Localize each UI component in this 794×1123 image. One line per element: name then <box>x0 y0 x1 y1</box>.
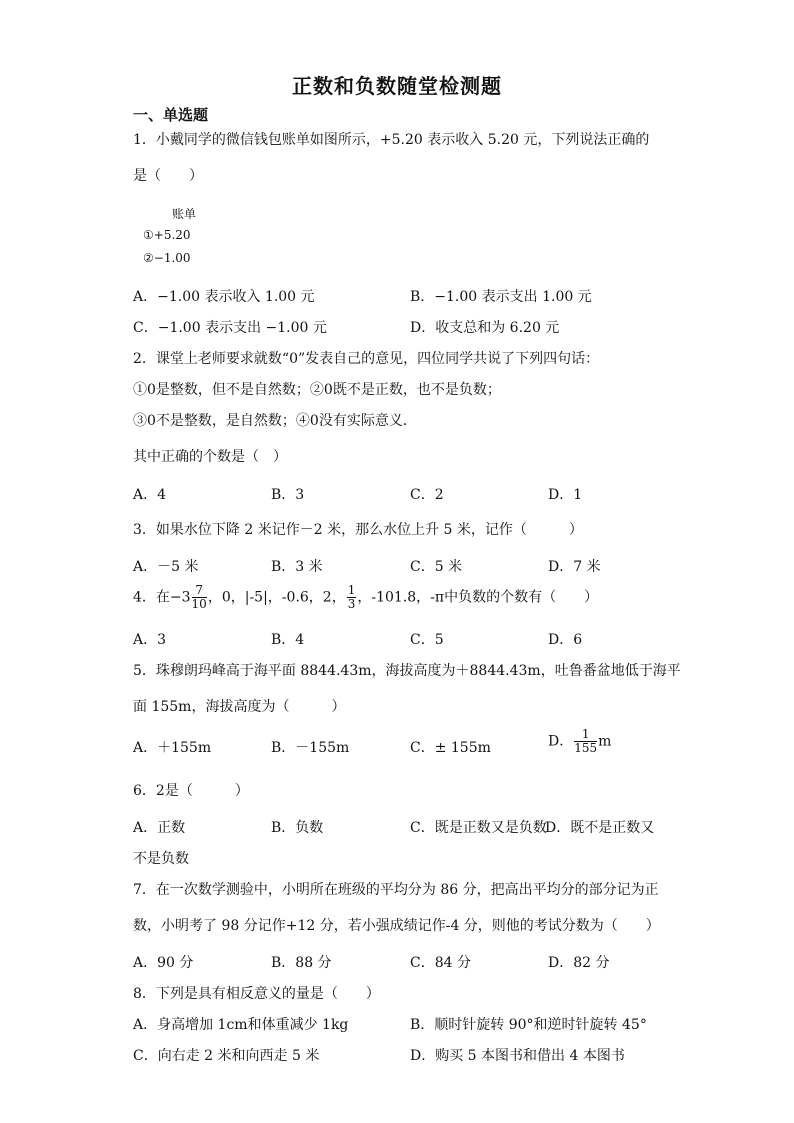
question-7-option-b[interactable]: B．88 分 <box>271 955 332 971</box>
question-3-option-d[interactable]: D．7 米 <box>548 559 601 575</box>
bill-heading: 账单 <box>172 207 197 221</box>
fraction-one-third: $\frac{1}{3}$ <box>347 583 356 611</box>
question-2-option-c[interactable]: C．2 <box>410 487 444 503</box>
question-2-option-a[interactable]: A．4 <box>133 487 167 503</box>
question-7-option-a[interactable]: A．90 分 <box>133 955 194 971</box>
question-8-option-c[interactable]: C．向右走 2 米和向西走 5 米 <box>133 1048 320 1064</box>
fraction-one-over-155: $\frac{1}{155}$ <box>574 727 598 755</box>
question-4-option-c[interactable]: C．5 <box>410 632 444 648</box>
question-2-statement-2: ③0不是整数，是自然数；④0没有实际意义． <box>133 413 417 429</box>
question-4-option-a[interactable]: A．3 <box>133 632 167 648</box>
question-6-option-b[interactable]: B．负数 <box>271 820 324 836</box>
question-7-stem-cont: 数，小明考了 98 分记作+12 分，若小强成绩记作-4 分，则他的考试分数为（ ） <box>133 918 660 934</box>
question-5-stem: 5．珠穆朗玛峰高于海平面 8844.43m，海拔高度为＋8844.43m，吐鲁番盆地低于海平 <box>133 663 681 679</box>
question-7-stem: 7．在一次数学测验中，小明所在班级的平均分为 86 分，把高出平均分的部分记为正 <box>133 882 659 898</box>
question-1-option-a[interactable]: A．−1.00 表示收入 1.00 元 <box>133 289 315 305</box>
question-2-statement-1: ①0是整数，但不是自然数；②0既不是正数，也不是负数； <box>133 382 501 398</box>
question-4-stem <box>133 584 598 611</box>
question-1-option-d[interactable]: D．收支总和为 6.20 元 <box>410 320 560 336</box>
question-2-option-b[interactable]: B．3 <box>271 487 305 503</box>
question-1-stem: 1．小戴同学的微信钱包账单如图所示，+5.20 表示收入 5.20 元，下列说法正确的 <box>133 132 650 148</box>
question-4-stem-end: ，-101.8，-π中负数的个数有（ ） <box>357 589 599 606</box>
question-5-option-a[interactable]: A．＋155m <box>133 740 212 756</box>
question-4-stem-middle: ，0，|-5|，-0.6，2， <box>207 589 346 606</box>
question-2-option-d[interactable]: D．1 <box>548 487 583 503</box>
question-3-option-a[interactable]: A．－5 米 <box>133 559 199 575</box>
question-4-stem-start: 4．在−3 <box>133 589 191 606</box>
bill-row-2: ②−1.00 <box>143 251 191 265</box>
question-6-option-a[interactable]: A．正数 <box>133 820 186 836</box>
question-3-option-c[interactable]: C．5 米 <box>410 559 463 575</box>
question-4-option-d[interactable]: D．6 <box>548 632 583 648</box>
question-5-option-c[interactable]: C．± 155m <box>410 740 491 756</box>
question-7-option-c[interactable]: C．84 分 <box>410 955 471 971</box>
question-5-option-b[interactable]: B．－155m <box>271 740 350 756</box>
question-4-option-b[interactable]: B．4 <box>271 632 305 648</box>
page-title: 正数和负数随堂检测题 <box>292 74 502 98</box>
question-8-option-b[interactable]: B．顺时针旋转 90°和逆时针旋转 45° <box>410 1017 647 1033</box>
question-3-option-b[interactable]: B．3 米 <box>271 559 323 575</box>
bill-row-1: ①+5.20 <box>143 228 191 242</box>
question-1-stem-cont: 是（ ） <box>133 168 203 184</box>
question-2-stem: 2．课堂上老师要求就数“0”发表自己的意见，四位同学共说了下列四句话： <box>133 351 600 367</box>
section-heading: 一、单选题 <box>133 106 209 124</box>
question-3-stem: 3．如果水位下降 2 米记作－2 米，那么水位上升 5 米，记作（ ） <box>133 522 583 538</box>
question-6-option-d[interactable]: D．既不是正数又 <box>545 820 655 836</box>
question-7-option-d[interactable]: D．82 分 <box>548 955 610 971</box>
question-6-option-c[interactable]: C．既是正数又是负数 <box>410 820 547 836</box>
fraction-seven-tenths: $\frac{7}{10}$ <box>191 583 207 611</box>
question-1-option-b[interactable]: B．−1.00 表示支出 1.00 元 <box>410 289 592 305</box>
question-8-option-a[interactable]: A．身高增加 1cm和体重减少 1kg <box>133 1017 349 1033</box>
question-8-option-d[interactable]: D．购买 5 本图书和借出 4 本图书 <box>410 1048 625 1064</box>
question-5-option-d[interactable]: D． $\frac{1}{155}$ m <box>548 727 612 755</box>
question-8-stem: 8．下列是具有相反意义的量是（ ） <box>133 986 380 1002</box>
question-2-prompt: 其中正确的个数是（ ） <box>133 449 287 465</box>
question-5-stem-cont: 面 155m，海拔高度为（ ） <box>133 699 346 715</box>
question-1-option-c[interactable]: C．−1.00 表示支出 −1.00 元 <box>133 320 327 336</box>
question-6-option-d-cont[interactable]: 不是负数 <box>133 851 189 867</box>
question-6-stem: 6．2是（ ） <box>133 783 249 799</box>
